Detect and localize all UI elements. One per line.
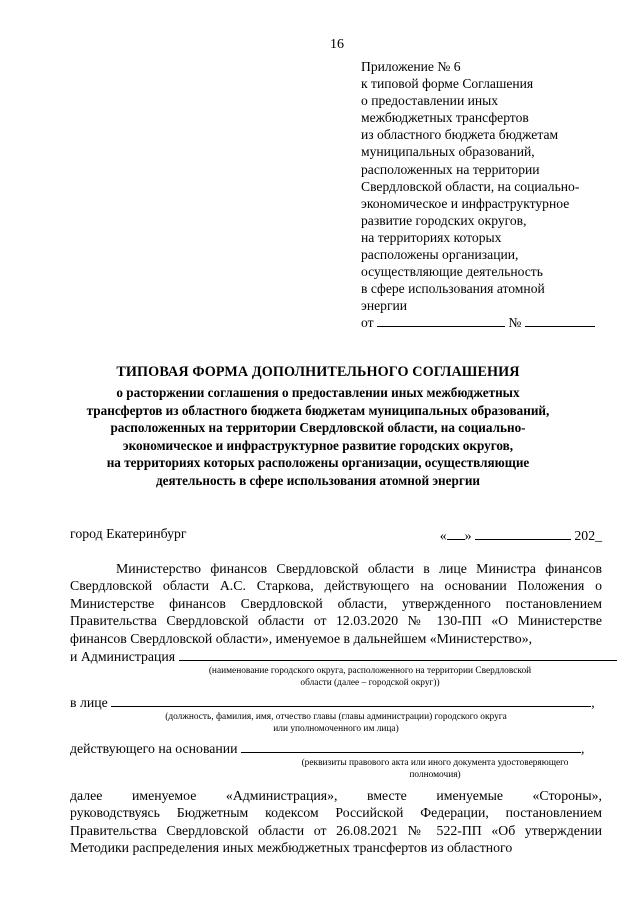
appendix-line: энергии	[361, 298, 408, 314]
hint-line: или уполномоченного им лица)	[273, 724, 399, 735]
appendix-line: расположенных на территории	[361, 161, 540, 177]
appendix-line: на территориях которых	[361, 229, 502, 245]
basis-hint	[270, 757, 600, 781]
comma: ,	[581, 741, 585, 757]
appendix-line: муниципальных образований,	[361, 144, 535, 160]
comma: ,	[591, 695, 595, 711]
hint-line: (должность, фамилия, имя, отчество главы (главы администрации) городского округа	[165, 712, 507, 723]
administration-hint: (наименование городского округа, расположенного на территории Свердловской области (далее – городской округ))	[208, 666, 532, 689]
year-text: 202_	[574, 528, 602, 543]
basis-label: действующего на основании	[70, 741, 238, 757]
title-sub-line: о расторжении соглашения о предоставлении иных межбюджетных	[116, 385, 520, 400]
title-sub-line: расположенных на территории Свердловской области, на социально-	[110, 420, 526, 436]
date-blank[interactable]	[377, 315, 505, 327]
agreement-date	[440, 526, 602, 544]
representative-blank[interactable]	[111, 693, 591, 707]
paragraph-parties-rest: руководствуясь Бюджетным кодексом Российской Федерации, постановлением Правительства Свердловской области от 26.08.2021 № 522-ПП «Об утверждении Методики распределения иных межбюджетных трансфертов из областного	[70, 805, 602, 856]
representative-hint	[70, 711, 602, 735]
city-name: город Екатеринбург	[70, 526, 187, 541]
document-title	[40, 364, 596, 490]
appendix-line: из областного бюджета бюджетам	[361, 127, 559, 143]
number-blank[interactable]	[525, 315, 595, 327]
administration-label: и Администрация	[70, 649, 176, 665]
day-blank[interactable]	[447, 526, 465, 540]
appendix-line: осуществляющие деятельность	[361, 264, 543, 280]
appendix-line: межбюджетных трансфертов	[361, 110, 529, 126]
appendix-line: развитие городских округов,	[361, 212, 527, 228]
page-number: 16	[330, 37, 344, 52]
paragraph-parties-first-line: далее именуемое «Администрация», вместе именуемые «Стороны»,	[70, 788, 602, 804]
title-sub-line: деятельность в сфере использования атомной энергии	[155, 472, 481, 488]
title-main: ТИПОВАЯ ФОРМА ДОПОЛНИТЕЛЬНОГО СОГЛАШЕНИЯ	[116, 364, 520, 380]
number-label: №	[508, 315, 522, 331]
hint-line: полномочия)	[409, 770, 461, 781]
administration-row	[70, 647, 602, 665]
administration-blank[interactable]	[179, 647, 617, 661]
month-blank[interactable]	[475, 526, 571, 540]
appendix-line: Приложение № 6	[361, 59, 461, 74]
title-subtitle	[40, 384, 596, 490]
paragraph-ministry: Министерство финансов Свердловской области в лице Министра финансов Свердловской области А.С. Старкова, действующего на основании Положения о Министерстве финансов Свердловской области, утвержденного постановлением Правительства Свердловской области от 12.03.2020 № 130-ПП «О Министерстве финансов Свердловской области», именуемое в дальнейшем «Министерство»,	[70, 561, 602, 646]
appendix-header	[361, 58, 631, 332]
representative-label: в лице	[70, 695, 108, 711]
appendix-line: расположены организации,	[361, 247, 519, 263]
agreement-body	[70, 560, 602, 857]
appendix-line: в сфере использования атомной	[361, 281, 545, 297]
title-sub-line: на территориях которых расположены организации, осуществляющие	[106, 455, 530, 471]
from-label: от	[361, 315, 374, 331]
title-sub-line: экономическое и инфраструктурное развитие городских округов,	[122, 437, 514, 453]
appendix-line: к типовой форме Соглашения	[361, 76, 534, 92]
basis-blank[interactable]	[241, 739, 581, 753]
appendix-line: экономическое и инфраструктурное	[361, 195, 570, 211]
appendix-line: о предоставлении иных	[361, 93, 499, 109]
appendix-line: Свердловской области, на социально-	[361, 178, 580, 194]
date-close-quote: »	[464, 528, 472, 543]
title-sub-line: трансфертов из областного бюджета бюджетам муниципальных образований,	[86, 402, 550, 418]
hint-line: (реквизиты правового акта или иного документа удостоверяющего	[301, 758, 569, 769]
date-open-quote: «	[439, 528, 447, 543]
representative-row	[70, 693, 602, 711]
basis-row	[70, 739, 602, 757]
appendix-date-number-line	[361, 314, 631, 331]
